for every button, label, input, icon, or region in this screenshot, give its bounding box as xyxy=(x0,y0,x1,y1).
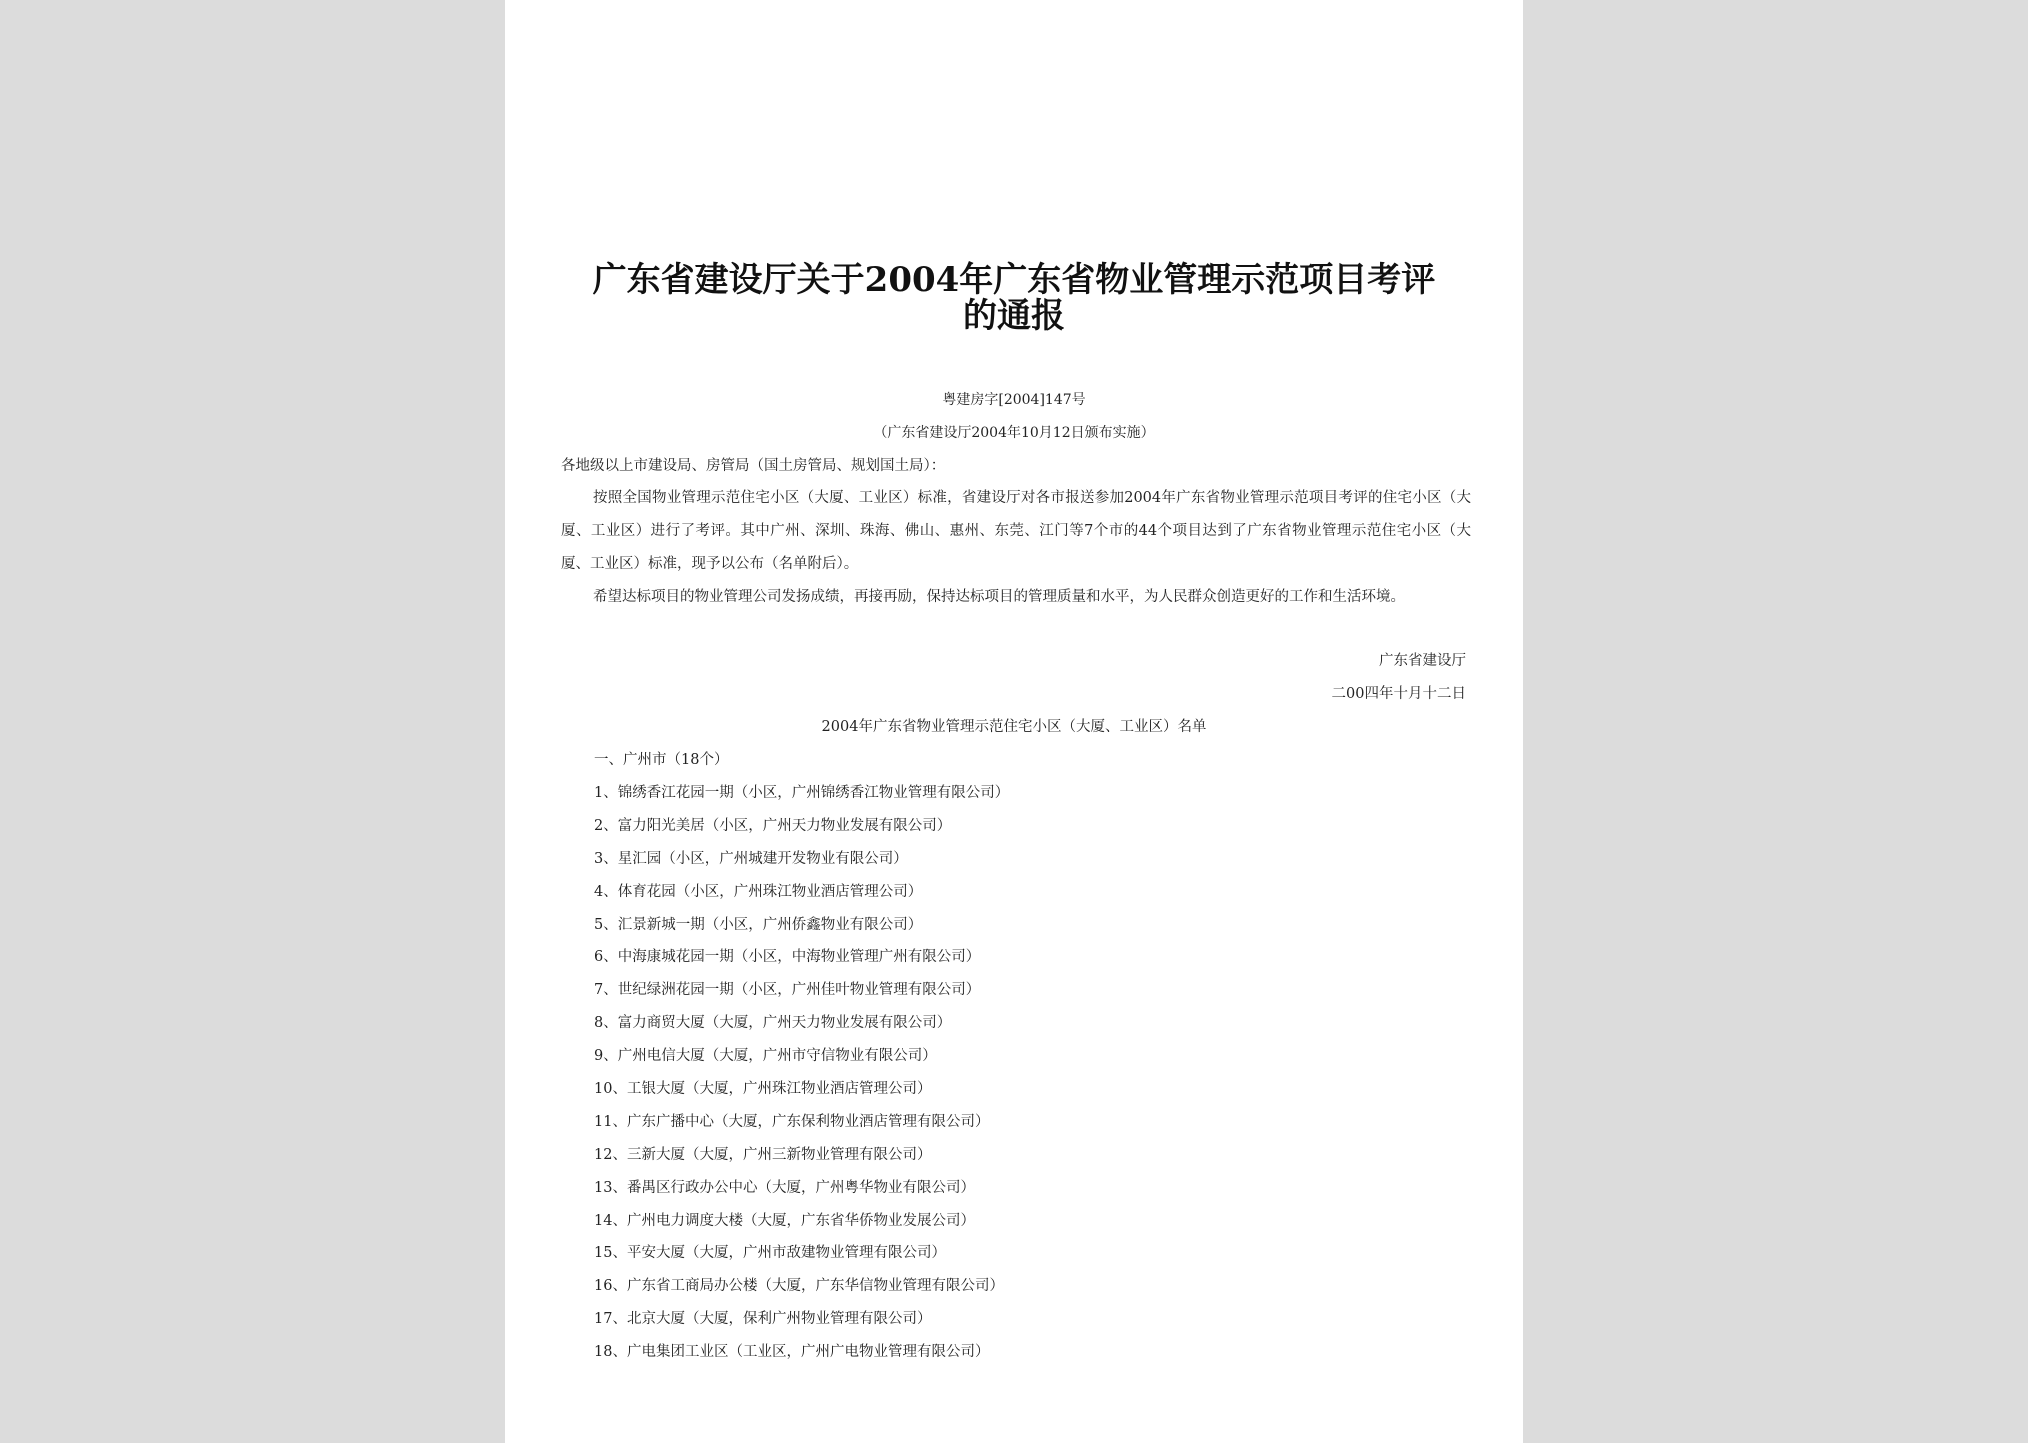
document-number: 粤建房字[2004]147号 xyxy=(942,392,1086,408)
body-paragraph: 按照全国物业管理示范住宅小区（大厦、工业区）标准，省建设厅对各市报送参加2004年广东省物业管理示范项目考评的住宅小区（大厦、工业区）进行了考评。其中广州、深圳、珠海、佛山、惠州、东莞、江门等7个市的44个项目达到了广东省物业管理示范住宅小区（大厦、工业区）标准，现予以公布（名单附后）。 xyxy=(561,490,1471,572)
list-item: 4、体育花园（小区，广州珠江物业酒店管理公司） xyxy=(594,883,923,900)
issued-note: （广东省建设厅2004年10月12日颁布实施） xyxy=(873,425,1155,441)
list-title: 2004年广东省物业管理示范住宅小区（大厦、工业区）名单 xyxy=(821,719,1207,735)
list-item: 8、富力商贸大厦（大厦，广州天力物业发展有限公司） xyxy=(594,1015,952,1032)
list-item: 9、广州电信大厦（大厦，广州市守信物业有限公司） xyxy=(594,1048,937,1065)
sign-date: 二00四年十月十二日 xyxy=(1331,686,1466,702)
body-paragraph: 希望达标项目的物业管理公司发扬成绩，再接再励，保持达标项目的管理质量和水平，为人民群众创造更好的工作和生活环境。 xyxy=(593,589,1405,605)
list-item: 16、广东省工商局办公楼（大厦，广东华信物业管理有限公司） xyxy=(594,1278,1004,1295)
section-heading: 一、广州市（18个） xyxy=(594,752,729,768)
list-item: 11、广东广播中心（大厦，广东保利物业酒店管理有限公司） xyxy=(594,1113,990,1130)
list-item: 17、北京大厦（大厦，保利广州物业管理有限公司） xyxy=(594,1311,932,1328)
list-item: 1、锦绣香江花园一期（小区，广州锦绣香江物业管理有限公司） xyxy=(594,785,1010,801)
list-item: 18、广电集团工业区（工业区，广州广电物业管理有限公司） xyxy=(594,1344,990,1361)
document-page xyxy=(505,0,1523,1443)
list-item: 2、富力阳光美居（小区，广州天力物业发展有限公司） xyxy=(594,817,952,834)
document-title: 广东省建设厅关于2004年广东省物业管理示范项目考评的通报 xyxy=(592,260,1436,336)
list-item: 6、中海康城花园一期（小区，中海物业管理广州有限公司） xyxy=(594,949,981,966)
list-item: 13、番禺区行政办公中心（大厦，广州粤华物业有限公司） xyxy=(594,1179,975,1196)
project-list xyxy=(594,783,1009,1375)
list-item: 15、平安大厦（大厦，广州市敌建物业管理有限公司） xyxy=(594,1245,946,1262)
signer: 广东省建设厅 xyxy=(1379,653,1466,669)
list-item: 10、工银大厦（大厦，广州珠江物业酒店管理公司） xyxy=(594,1081,932,1098)
list-item: 7、世纪绿洲花园一期（小区，广州佳叶物业管理有限公司） xyxy=(594,982,981,999)
list-item: 3、星汇园（小区，广州城建开发物业有限公司） xyxy=(594,850,908,867)
list-item: 5、汇景新城一期（小区，广州侨鑫物业有限公司） xyxy=(594,916,923,933)
list-item: 12、三新大厦（大厦，广州三新物业管理有限公司） xyxy=(594,1146,932,1163)
list-item: 14、广州电力调度大楼（大厦，广东省华侨物业发展公司） xyxy=(594,1212,975,1229)
salutation: 各地级以上市建设局、房管局（国土房管局、规划国土局）： xyxy=(561,458,946,474)
